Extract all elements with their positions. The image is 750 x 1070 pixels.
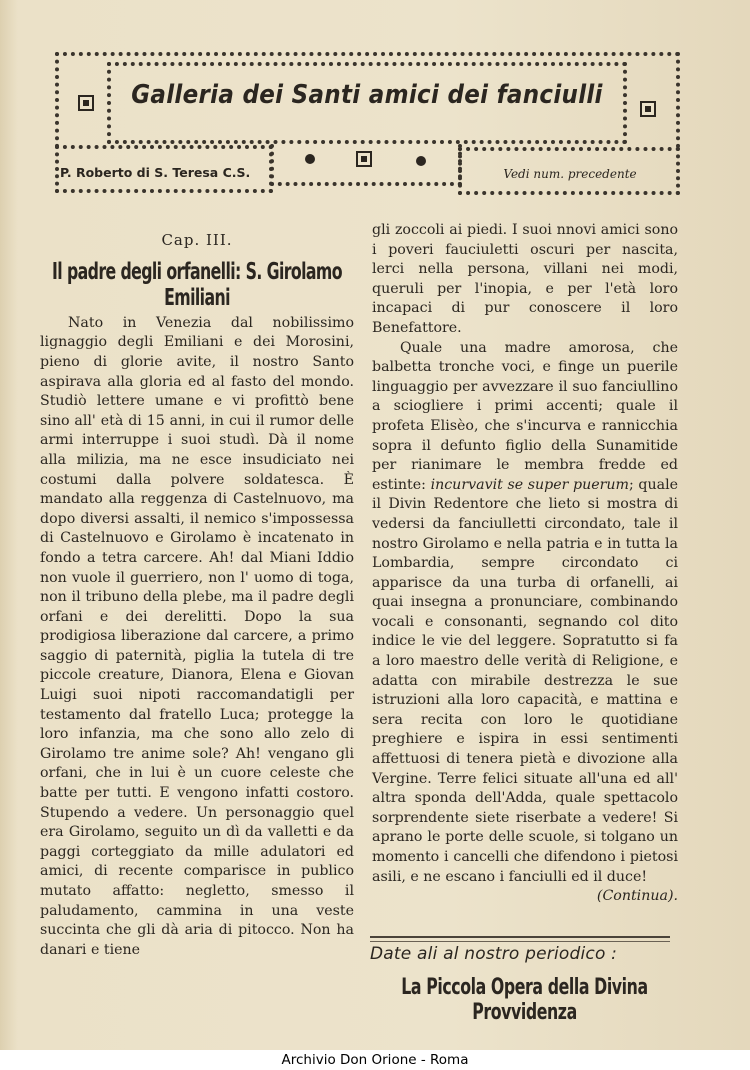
latin-quote: incurvavit se super puerum (430, 476, 630, 493)
series-title: Galleria dei Santi amici dei fanciulli (131, 80, 603, 110)
left-column (40, 225, 354, 960)
ornament-dot-left-icon (305, 154, 315, 164)
divider-rule (370, 936, 670, 938)
article-title: Il padre degli orfanelli: S. Girolamo Emiliani (52, 259, 342, 311)
advert-line-1: Date ali al nostro periodico : (370, 944, 618, 964)
divider-rule-thin (370, 941, 670, 942)
author-name: P. Roberto di S. Teresa C.S. (60, 165, 251, 180)
ornament-square-center-icon (356, 151, 372, 167)
advert-line-2: La Piccola Opera della Divina Provvidenza (401, 975, 648, 1025)
right-paragraph-2 (372, 339, 679, 905)
right-paragraph-2-end: ; quale il Divin Redentore che lieto si mostra di vedersi da fanciulletti circondato, tale il nostro Girolamo e nella patria e in tutta la Lombardia, sempre circondato ci apparisce da una turba di orfanelli, ai quai insegna a pronunciare, combinando vocali e consonanti, segnando col dito indice le vie del leggere. Sopratutto si fa a loro maestro delle verità di Religione, e adatta con mirabile destrezza le sue istruzioni alla loro capacità, e mattina e sera recita con loro le quotidiane preghiere e ispira in essi sentimenti affettuosi di tenera pietà e divozione alla Vergine. Terre felici situate all'una ed all' altra sponda dell'Adda, quale spettacolo sorprendente siete riserbate a vedere! Si aprano le porte delle scuole, si tolgano un momento i cancelli che difendono i pietosi asili, e ne escano i fanciulli ed il duce! (372, 476, 679, 885)
previous-issue-note: Vedi num. precedente (503, 167, 637, 181)
archive-caption: Archivio Don Orione - Roma (0, 1050, 750, 1070)
ornament-square-right-icon (640, 101, 656, 117)
ornament-dot-right-icon (416, 156, 426, 166)
continua-note: (Continua). (596, 888, 678, 905)
left-paragraph: Nato in Venezia dal nobilissimo lignaggio degli Emiliani e dei Morosini, pieno di glorie avite, il nostro Santo aspirava alla gloria ed al fasto del mondo. Studiò lettere umane e vi profittò bene sino all' età di 15 anni, in cui il rumor delle armi interruppe i suoi studì. Dà il nome alla milizia, ma ne esce insudiciato nei costumi dalla polvere soldatesca. È mandato alla reggenza di Castelnuovo, ma dopo diversi assalti, il nemico s'impossessa di Castelnuovo e Girolamo è incatenato in fondo a tetra carcere. Ah! dal Miani Iddio non vuole il guerriero, non l' uomo di toga, non il tribuno della plebe, ma il padre degli orfani e dei derelitti. Dopo la sua prodigiosa liberazione dal carcere, a primo saggio di paternità, piglia la tutela di tre piccole creature, Dianora, Elena e Giovan Luigi suoi nipoti raccomandatigli per testamento dal fratello Luca; protegge la loro infanzia, ma che sono allo zelo di Girolamo tre anime sole? Ah! vengano gli orfani, che in lui è un cuore celeste che batte per tutti. E vengono infatti costoro. Stupendo a vedere. Un personaggio quel era Girolamo, seguito un dì da valletti e da paggi corteggiato da mille adulatori ed amici, di recente comparisce in publico mutato affatto: negletto, smesso il paludamento, cammina in una veste succinta che gli dà aria di pitocco. Non ha danari e tiene (40, 314, 354, 958)
chapter-label: Cap. III. (161, 231, 233, 249)
right-column (372, 221, 678, 907)
ornament-square-left-icon (78, 95, 94, 111)
right-paragraph-2-start: Quale una madre amorosa, che balbetta tronche voci, e finge un puerile linguaggio per avvezzare il suo fanciullino a sciogliere i primi accenti; quale il profeta Elisèo, che s'incurva e rannicchia sopra il defunto figlio della Sunamitide per rianimare le membra fredde ed estinte: (372, 339, 678, 493)
right-paragraph-1: gli zoccoli ai piedi. I suoi nnovi amici sono i poveri fauciuletti oscuri per nascita, lerci nella persona, villani nei modi, queruli per l'inopia, e per l'età loro incapaci di pur conoscere il loro Benefattore. (372, 222, 678, 336)
